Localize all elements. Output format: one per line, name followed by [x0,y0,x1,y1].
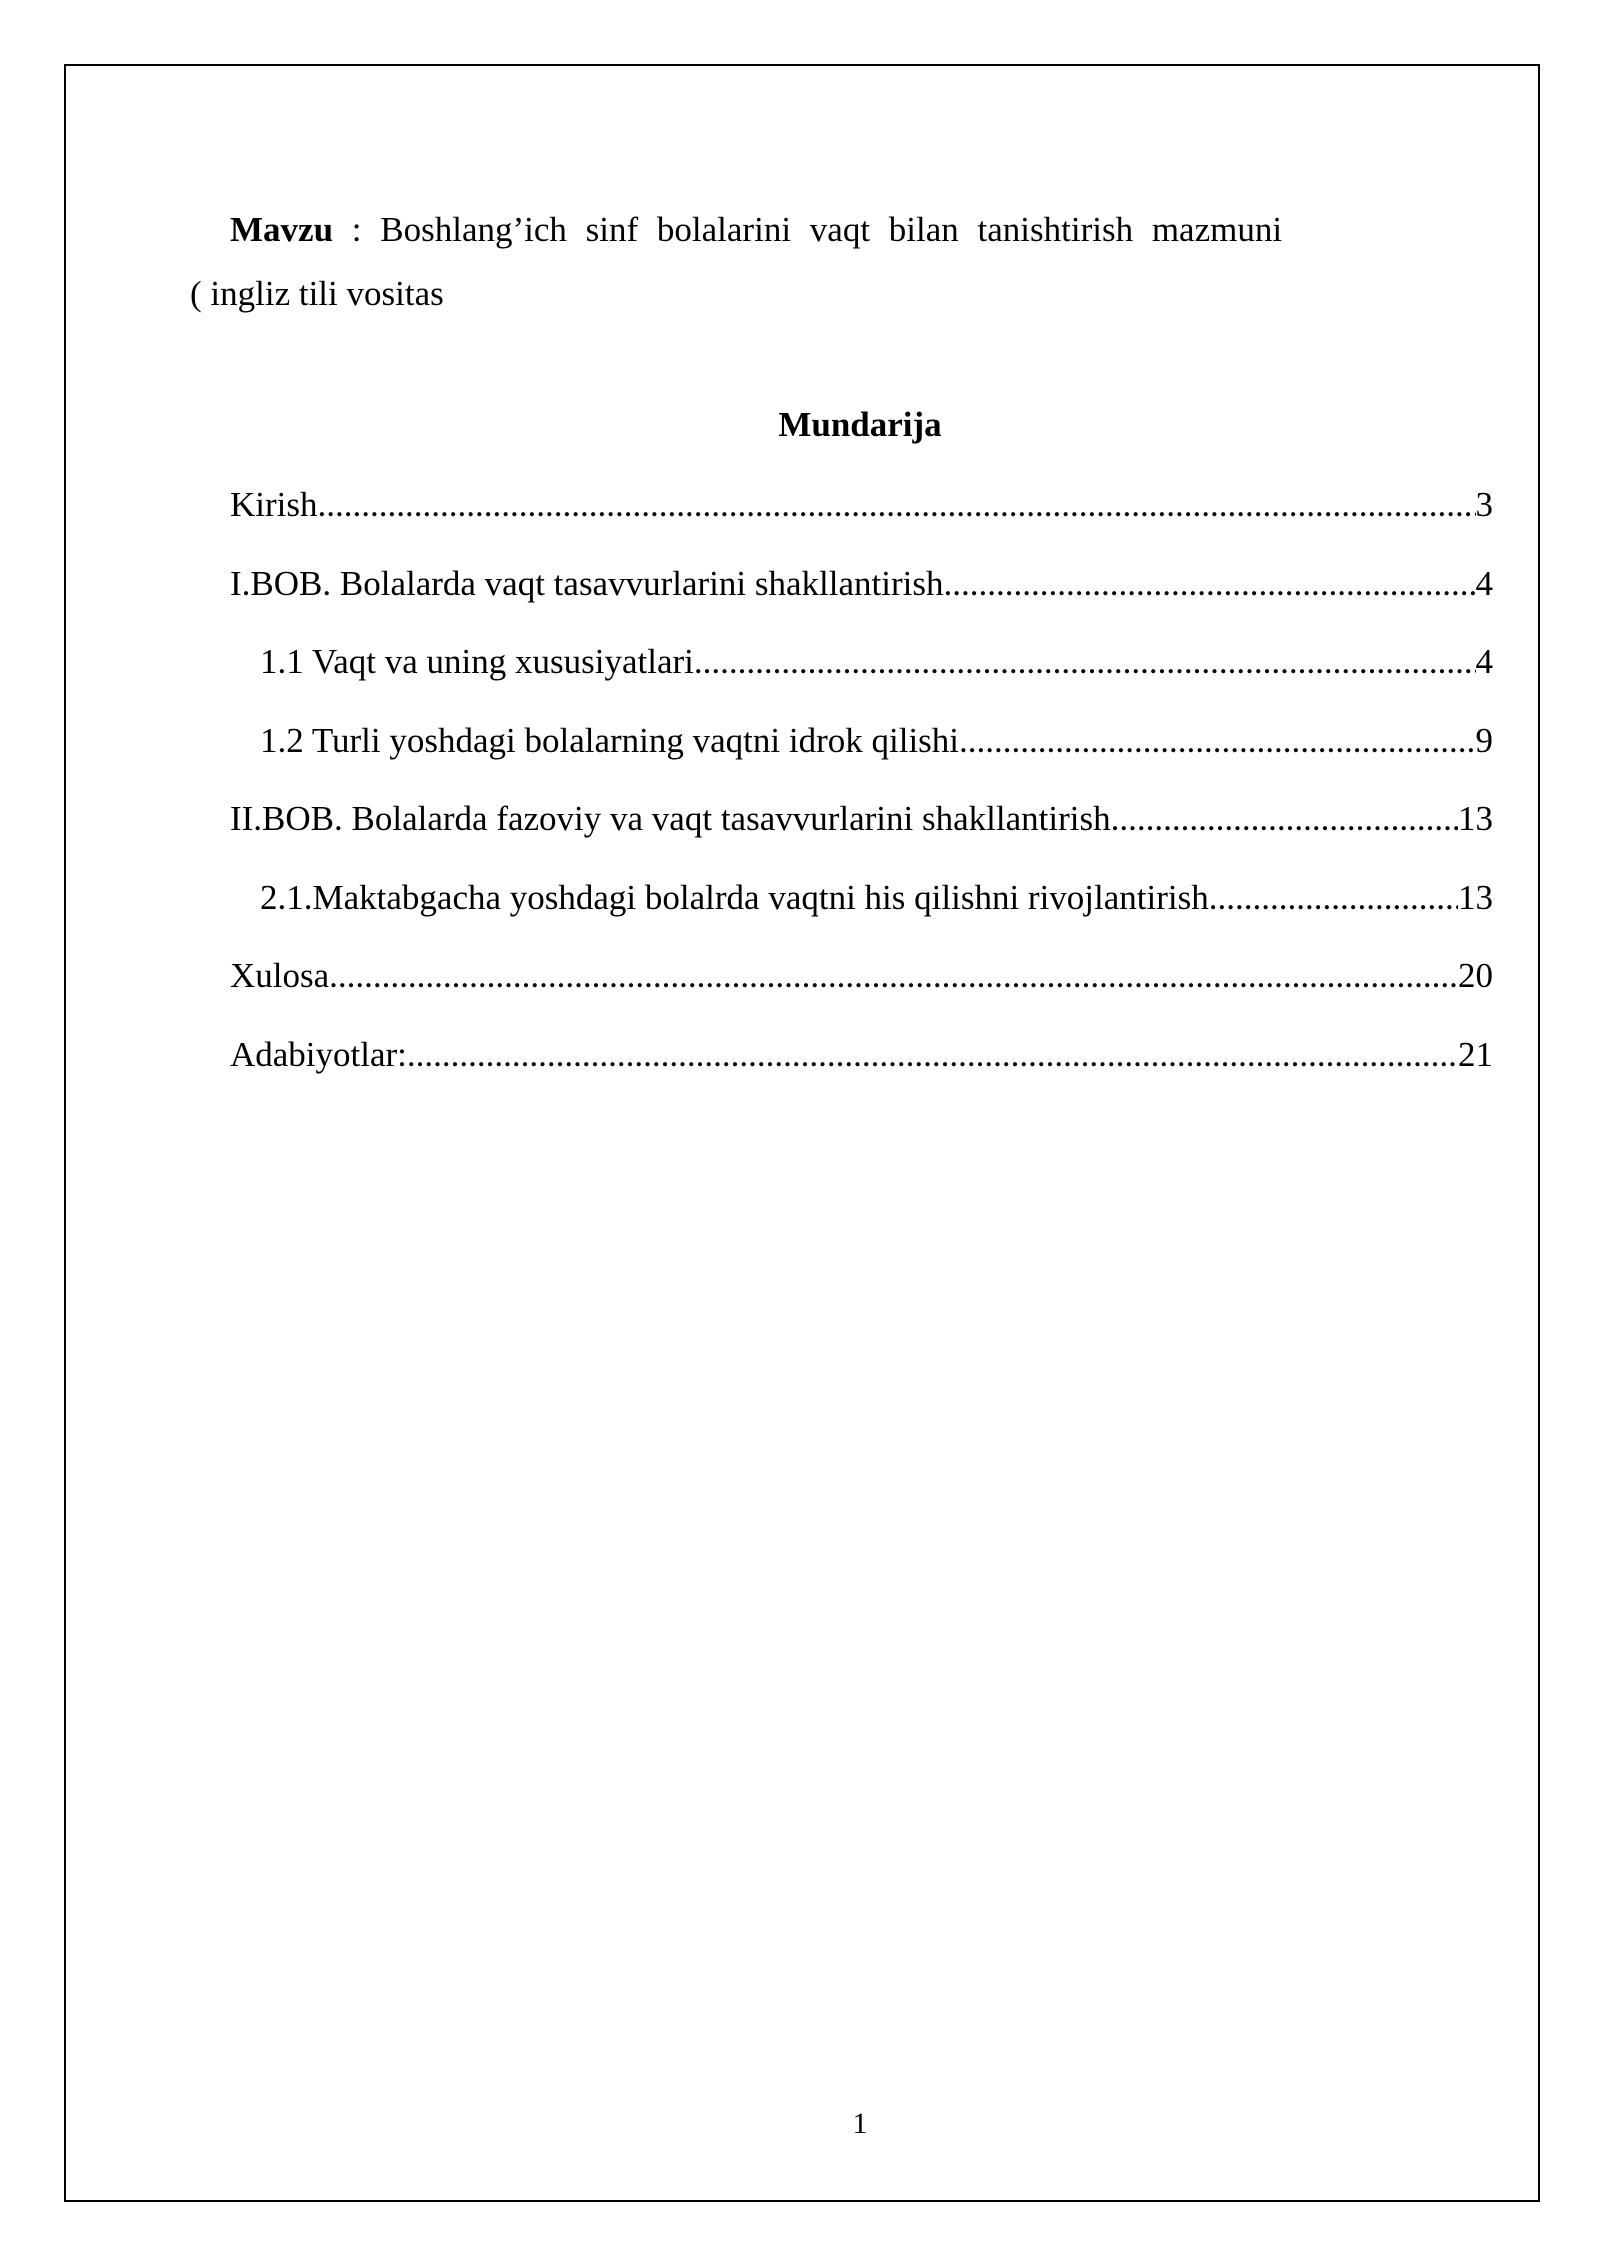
toc-entry-text: 1.1 Vaqt va uning xususiyatlari [260,642,694,681]
toc-entry-page: 21 [1458,1034,1493,1074]
toc-entry-page: 13 [1458,799,1493,838]
topic [190,198,1340,326]
page-number: 1 [852,2107,868,2140]
toc-entry-text: Kirish [230,485,318,524]
table-of-contents [230,480,1493,1108]
toc-title: Mundarija [778,405,942,444]
toc-entry-text: II.BOB. Bolalarda fazoviy va vaqt tasavvurlarini shakllantirish [230,799,1111,838]
toc-entry-text: I.BOB. Bolalarda vaqt tasavvurlarini shakllantirish [230,563,944,603]
toc-entry-page: 3 [1475,485,1493,524]
toc-entry-page: 4 [1475,563,1493,603]
toc-leader-dots [407,1030,1458,1080]
toc-leader-dots [1111,794,1458,844]
toc-entry-chapter-1[interactable] [230,559,1493,638]
topic-line-1 [190,198,1340,262]
toc-leader-dots [959,716,1475,766]
toc-entry-page: 20 [1458,956,1493,995]
toc-entry-chapter-2[interactable] [230,794,1493,873]
toc-entry-page: 4 [1475,642,1493,681]
toc-leader-dots [1209,873,1458,923]
toc-entry-section-1-1[interactable] [230,637,1493,716]
toc-entry-text: 1.2 Turli yoshdagi bolalarning vaqtni idrok qilishi [260,720,960,760]
toc-leader-dots [694,637,1476,687]
toc-entry-page: 9 [1475,720,1493,760]
topic-label: Mavzu [230,210,334,249]
toc-entry-kirish[interactable] [230,480,1493,559]
toc-entry-adabiyotlar[interactable] [230,1030,1493,1109]
toc-leader-dots [318,480,1476,530]
toc-leader-dots [329,951,1458,1001]
topic-text-line-2: ( ingliz tili vositas [190,274,444,313]
toc-entry-xulosa[interactable] [230,951,1493,1030]
page-border [64,64,1540,2202]
toc-entry-page: 13 [1458,877,1493,917]
toc-entry-section-1-2[interactable] [230,716,1493,795]
toc-entry-text: Xulosa [230,956,330,995]
toc-leader-dots [943,559,1475,609]
toc-entry-text: 2.1.Maktabgacha yoshdagi bolalrda vaqtni his qilishni rivojlantirish [260,877,1209,917]
toc-entry-section-2-1[interactable] [230,873,1493,952]
topic-separator: : [333,210,381,249]
toc-entry-text: Adabiyotlar: [230,1034,407,1074]
topic-text-line-1: Boshlang’ich sinf bolalarini vaqt bilan tanishtirish mazmuni [380,210,1283,249]
